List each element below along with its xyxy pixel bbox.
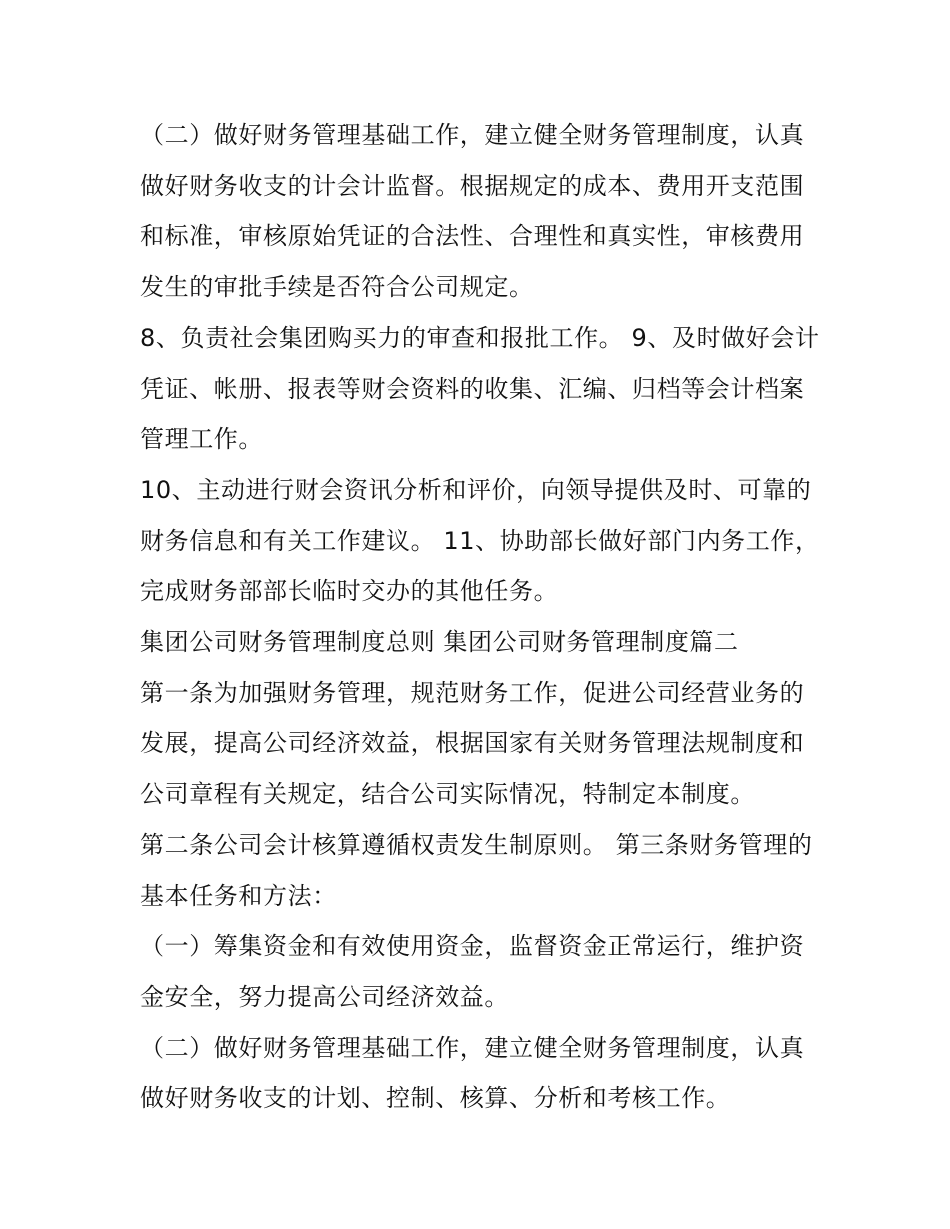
paragraph: 10、主动进行财会资讯分析和评价，向领导提供及时、可靠的财务信息和有关工作建议。 11、协助部长做好部门内务工作，完成财务部部长临时交办的其他任务。	[140, 475, 820, 606]
paragraph: （二）做好财务管理基础工作，建立健全财务管理制度，认真做好财务收支的计会计监督。根据规定的成本、费用开支范围和标准，审核原始凭证的合法性、合理性和真实性，审核费用发生的审批手续是否符合公司规定。	[140, 121, 805, 302]
paragraph: （一）筹集资金和有效使用资金，监督资金正常运行，维护资金安全，努力提高公司经济效益。	[140, 932, 805, 1011]
section-heading: 集团公司财务管理制度总则 集团公司财务管理制度篇二	[140, 628, 739, 657]
paragraph: 8、负责社会集团购买力的审查和报批工作。 9、及时做好会计凭证、帐册、报表等财会资料的收集、汇编、归档等会计档案管理工作。	[140, 323, 820, 454]
paragraph: 第一条为加强财务管理，规范财务工作，促进公司经营业务的发展，提高公司经济效益，根据国家有关财务管理法规制度和公司章程有关规定，结合公司实际情况，特制定本制度。	[140, 678, 805, 809]
paragraph: 第二条公司会计核算遵循权责发生制原则。 第三条财务管理的基本任务和方法：	[140, 830, 813, 910]
document-body	[140, 110, 820, 1124]
paragraph: （二）做好财务管理基础工作，建立健全财务管理制度，认真做好财务收支的计划、控制、核算、分析和考核工作。	[140, 1033, 805, 1113]
